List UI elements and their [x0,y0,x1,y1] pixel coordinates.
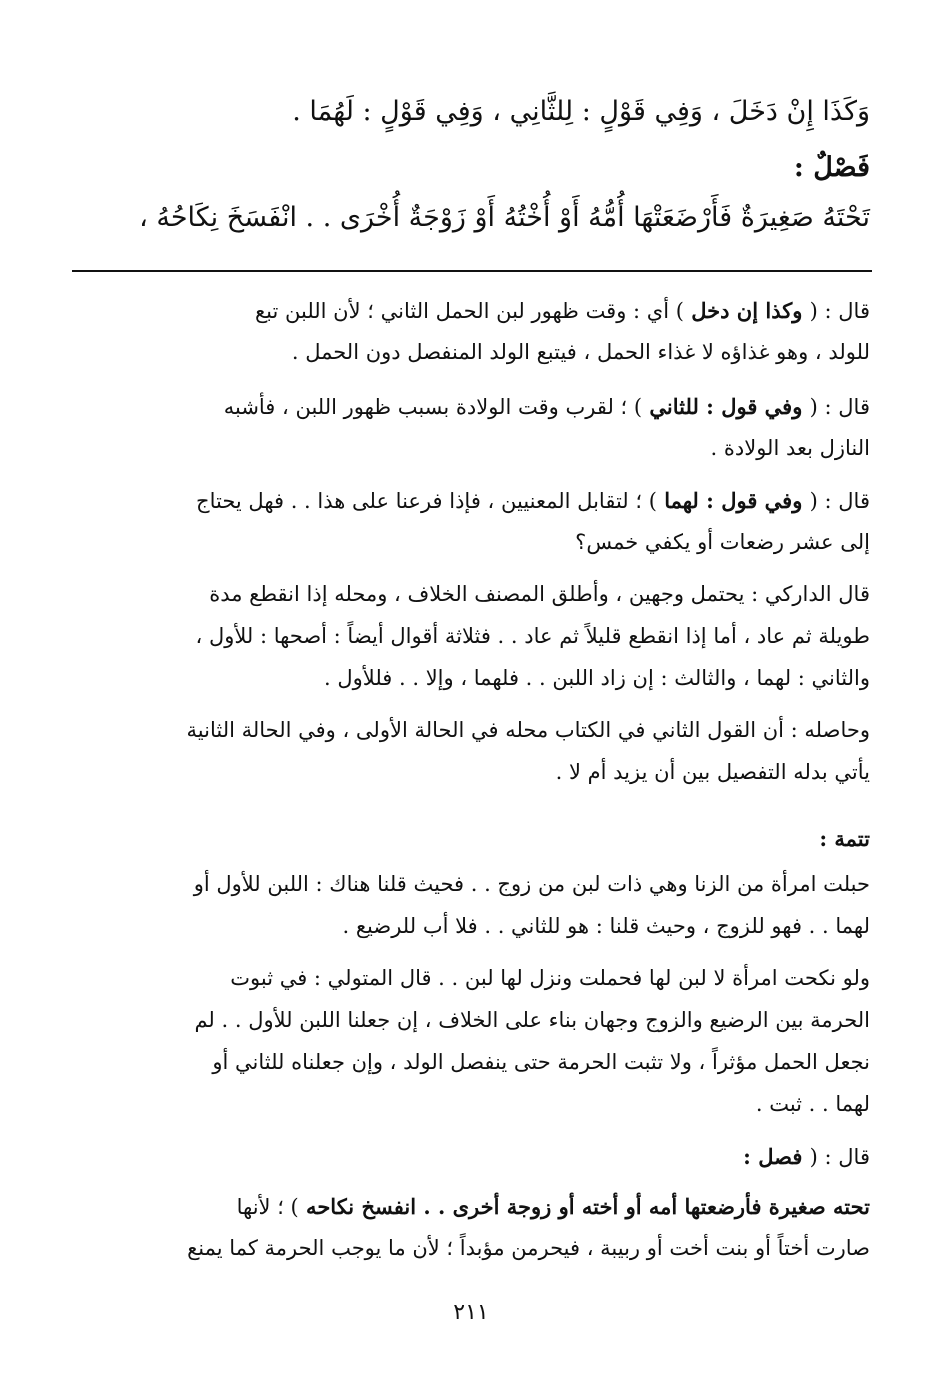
commentary-p7-line3: نجعل الحمل مؤثراً ، ولا تثبت الحرمة حتى ينفصل الولد ، وإن جعلناه للثاني أو [212,1050,870,1074]
commentary-p2-line1 [224,394,870,419]
commentary-p5-line1: وحاصله : أن القول الثاني في الكتاب محله في الحالة الأولى ، وفي الحالة الثانية [186,718,870,742]
commentary-p3-line1 [196,488,870,513]
commentary-p7-line4: لهما . . ثبت . [755,1092,870,1116]
commentary-p9-line2: صارت أختاً أو بنت أخت أو ربيبة ، فيحرمن مؤبداً ؛ لأن ما يوجب الحرمة كما يمنع [187,1236,870,1260]
commentary-p4-line1: قال الداركي : يحتمل وجهين ، وأطلق المصنف الخلاف ، ومحله إذا انقطع مدة [209,582,870,606]
quoted-text: وكذا إن دخل [683,298,810,323]
text-segment: ) ؛ لتقابل المعنيين ، فإذا فرعنا على هذا . . فهل يحتاج [196,489,657,513]
quoted-text: فصل : [743,1144,810,1169]
commentary-p7-line2: الحرمة بين الرضيع والزوج وجهان بناء على الخلاف ، إن جعلنا اللبن للأول . . لم [194,1008,870,1032]
commentary-p3-line2: إلى عشر رضعات أو يكفي خمس؟ [575,530,870,554]
commentary-p5-line2: يأتي بدله التفصيل بين أن يزيد أم لا . [555,760,870,784]
commentary-p4-line2: طويلة ثم عاد ، أما إذا انقطع قليلاً ثم عاد . . فثلاثة أقوال أيضاً : أصحها : للأول ، [195,624,870,648]
commentary-p1-line1 [255,298,870,323]
commentary-p2-line2: النازل بعد الولادة . [710,436,870,460]
text-segment: ) ؛ لأنها [236,1195,299,1219]
section-heading: فَصْلٌ : [793,152,870,183]
quoted-text: وفي قول : للثاني [642,394,810,419]
matn-line-2: تَحْتَهُ صَغِيرَةٌ فَأَرْضَعَتْهَا أُمُّهُ أَوْ أُخْتُهُ أَوْ زَوْجَةٌ أُخْرَى . . انْفَسَخَ نِكَاحُهُ ، [139,202,870,233]
commentary-p8-line1 [743,1144,870,1169]
commentary-p6-line1: حبلت امرأة من الزنا وهي ذات لبن من زوج . . فحيث قلنا هناك : اللبن للأول أو [193,872,870,896]
commentary-p4-line3: والثاني : لهما ، والثالث : إن زاد اللبن . . فلهما ، وإلا . . فللأول . [324,666,870,690]
commentary-p9-line1 [237,1194,870,1219]
text-segment: ) ؛ لقرب وقت الولادة بسبب ظهور اللبن ، فأشبه [223,395,643,419]
text-segment: قال : ( [809,489,870,513]
text-segment: ) أي : وقت ظهور لبن الحمل الثاني ؛ لأن اللبن تبع [254,299,684,323]
text-segment: قال : ( [809,299,870,323]
commentary-p1-line2: للولد ، وهو غذاؤه لا غذاء الحمل ، فيتبع الولد المنفصل دون الحمل . [291,340,870,364]
quoted-text: تحته صغيرة فأرضعتها أمه أو أخته أو زوجة أخرى . . انفسخ نكاحه [298,1194,870,1219]
text-segment: قال : ( [809,395,870,419]
tatimma-heading: تتمة : [819,826,870,851]
commentary-p6-line2: لهما . . فهو للزوج ، وحيث قلنا : هو للثاني . . فلا أب للرضيع . [342,914,870,938]
commentary-p7-line1: ولو نكحت امرأة لا لبن لها فحملت ونزل لها لبن . . قال المتولي : في ثبوت [230,966,870,990]
matn-line-1: وَكَذَا إِنْ دَخَلَ ، وَفِي قَوْلٍ : لِلثَّانِي ، وَفِي قَوْلٍ : لَهُمَا . [292,96,870,127]
text-segment: قال : ( [809,1145,870,1169]
quoted-text: وفي قول : لهما [656,488,810,513]
footnote-divider [72,270,872,272]
page-number: ٢١١ [453,1300,489,1325]
